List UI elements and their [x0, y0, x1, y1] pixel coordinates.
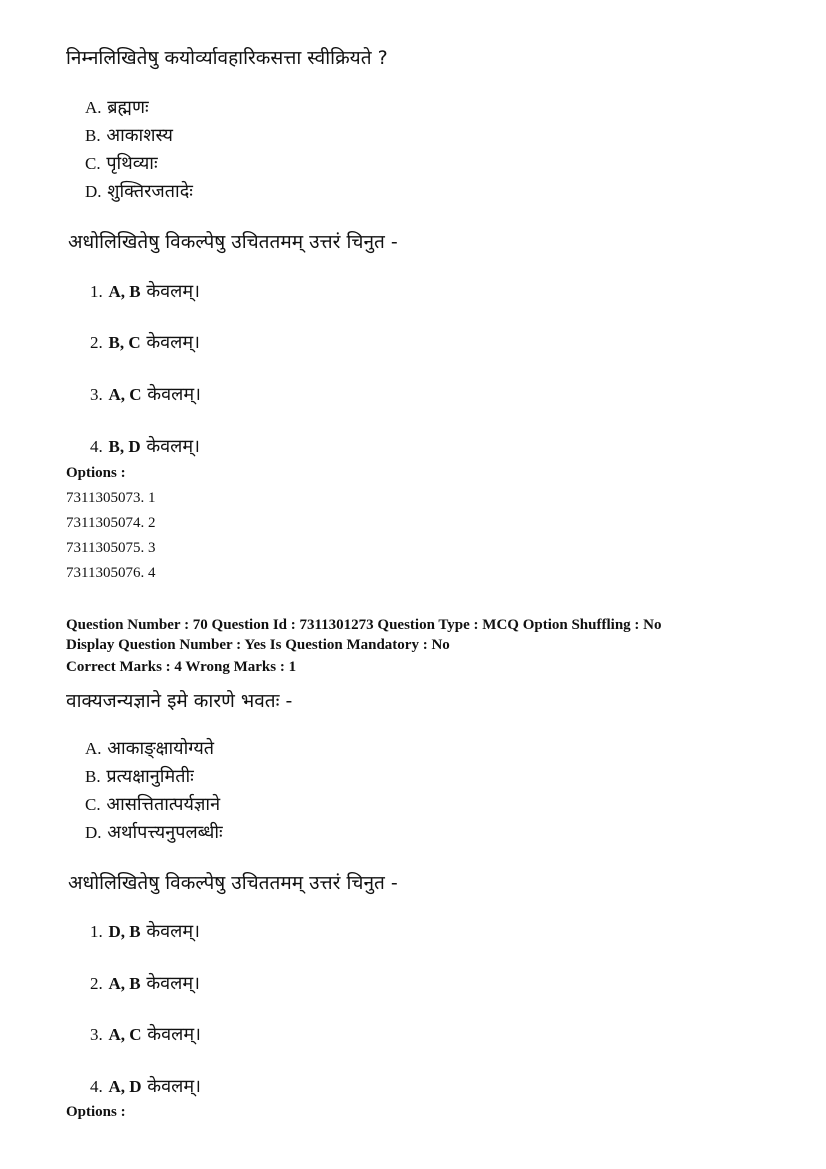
statement-item [85, 820, 223, 844]
question-text: वाक्यजन्यज्ञाने इमे कारणे भवतः - [66, 690, 293, 712]
option-id: 7311305073. 1 [66, 490, 156, 506]
choice-letters: B, D [108, 437, 141, 456]
choice-number: 4. [90, 437, 103, 456]
answer-choice [90, 434, 200, 458]
option-id: 7311305075. 3 [66, 540, 156, 556]
choice-letters: A, C [108, 385, 142, 404]
question-text: निम्नलिखितेषु कयोर्व्यावहारिकसत्ता स्वीक्रियते ? [66, 47, 388, 69]
answer-choice [90, 971, 200, 995]
choice-letters: D, B [108, 922, 141, 941]
choice-letters: A, D [108, 1077, 142, 1096]
question-meta-line: Question Number : 70 Question Id : 7311301273 Question Type : MCQ Option Shuffling : No [66, 617, 662, 633]
answer-choice [90, 919, 200, 943]
statement-text: प्रत्यक्षानुमितीः [106, 766, 194, 787]
choice-letters: B, C [108, 333, 141, 352]
statement-text: पृथिव्याः [106, 153, 158, 174]
choice-text: केवलम्। [146, 973, 200, 994]
options-heading: Options : [66, 465, 126, 481]
statement-item [85, 151, 158, 175]
statement-letter: A. [85, 739, 102, 758]
instruction-text: अधोलिखितेषु विकल्पेषु उचिततमम् उत्तरं चिनुत - [68, 231, 398, 253]
option-id: 7311305074. 2 [66, 515, 156, 531]
statement-text: ब्रह्मणः [107, 97, 149, 118]
choice-number: 2. [90, 333, 103, 352]
choice-number: 3. [90, 385, 103, 404]
answer-choice [90, 382, 201, 406]
instruction-text: अधोलिखितेषु विकल्पेषु उचिततमम् उत्तरं चिनुत - [68, 872, 398, 894]
statement-text: आकाङ्क्षायोग्यते [107, 738, 215, 759]
statement-text: आसत्तितात्पर्यज्ञाने [106, 794, 221, 815]
choice-number: 4. [90, 1077, 103, 1096]
statement-text: अर्थापत्त्यनुपलब्धीः [107, 822, 223, 843]
choice-number: 3. [90, 1025, 103, 1044]
choice-text: केवलम्। [146, 281, 200, 302]
statement-text: आकाशस्य [106, 125, 173, 146]
question-meta-line: Display Question Number : Yes Is Question Mandatory : No [66, 637, 450, 653]
answer-choice [90, 330, 200, 354]
statement-letter: B. [85, 767, 101, 786]
statement-item [85, 792, 220, 816]
statement-text: शुक्तिरजतादेः [107, 181, 193, 202]
choice-number: 2. [90, 974, 103, 993]
choice-text: केवलम्। [147, 1024, 201, 1045]
statement-letter: C. [85, 795, 101, 814]
choice-letters: A, C [108, 1025, 142, 1044]
answer-choice [90, 1074, 201, 1098]
marks-line: Correct Marks : 4 Wrong Marks : 1 [66, 659, 297, 675]
statement-item [85, 95, 149, 119]
choice-text: केवलम्। [146, 436, 200, 457]
statement-letter: D. [85, 823, 102, 842]
answer-choice [90, 279, 200, 303]
statement-item [85, 123, 173, 147]
statement-item [85, 764, 194, 788]
statement-item [85, 736, 214, 760]
statement-letter: B. [85, 126, 101, 145]
choice-letters: A, B [108, 282, 141, 301]
statement-letter: A. [85, 98, 102, 117]
choice-text: केवलम्। [146, 332, 200, 353]
choice-number: 1. [90, 282, 103, 301]
choice-letters: A, B [108, 974, 141, 993]
statement-letter: C. [85, 154, 101, 173]
choice-text: केवलम्। [147, 384, 201, 405]
choice-text: केवलम्। [146, 921, 200, 942]
statement-letter: D. [85, 182, 102, 201]
option-id: 7311305076. 4 [66, 565, 156, 581]
choice-text: केवलम्। [147, 1076, 201, 1097]
choice-number: 1. [90, 922, 103, 941]
answer-choice [90, 1022, 201, 1046]
options-heading: Options : [66, 1104, 126, 1120]
statement-item [85, 179, 193, 203]
